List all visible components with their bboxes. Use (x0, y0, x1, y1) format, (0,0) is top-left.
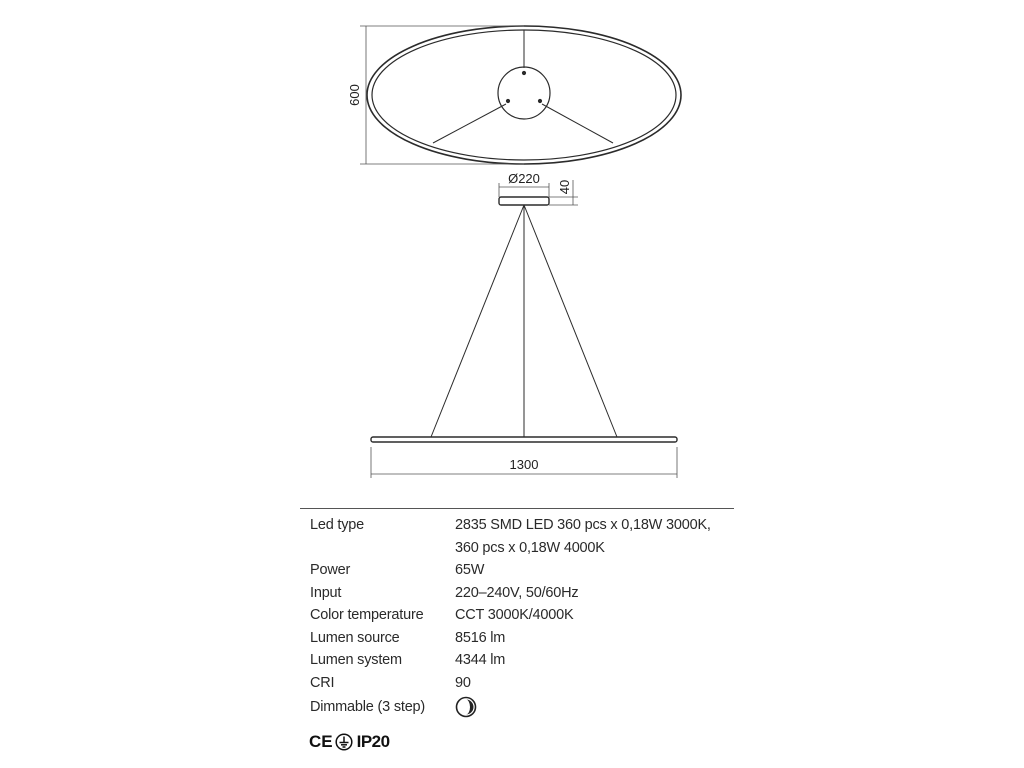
spec-table (310, 514, 740, 721)
spec-value (455, 694, 740, 721)
spec-row-lumen-source (310, 627, 740, 650)
canopy (499, 197, 549, 205)
spec-value (455, 514, 740, 559)
top-cable-2 (433, 104, 506, 143)
spec-label: Power (310, 562, 351, 578)
screw-dot (506, 99, 509, 102)
side-view (371, 197, 677, 442)
spec-value: 220–240V, 50/60Hz (455, 584, 579, 601)
spec-value: 4344 lm (455, 652, 506, 668)
spec-value: 65W (455, 562, 485, 578)
screw-dot (538, 99, 541, 102)
earth-ground-icon (335, 733, 353, 751)
spec-label: Lumen system (310, 652, 402, 668)
ce-mark-icon: CE (309, 732, 333, 751)
spec-row-color-temperature (310, 604, 740, 627)
canopy-height-label: 40 (557, 179, 572, 195)
spec-value: CCT 3000K/4000K (455, 607, 574, 623)
screw-dot (522, 71, 525, 74)
spec-label: CRI (310, 674, 335, 691)
top-view (367, 26, 681, 164)
suspension-cable (524, 205, 617, 437)
spec-label: Dimmable (3 step) (310, 699, 426, 715)
spec-row-input (310, 582, 740, 605)
ip-rating-badge: IP20 (356, 732, 390, 751)
ring-side (371, 437, 677, 442)
dimmer-icon (455, 696, 477, 718)
height-label: 600 (347, 84, 362, 106)
spec-value-line: 360 pcs x 0,18W 4000K (455, 539, 605, 556)
spec-label: Color temperature (310, 607, 424, 623)
spec-row-cri (310, 672, 740, 695)
spec-row-led-type (310, 514, 740, 559)
spec-value: 90 (455, 674, 471, 691)
spec-label: Input (310, 584, 342, 601)
spec-label: Led type (310, 517, 365, 533)
suspension-cable (431, 205, 524, 437)
length-label: 1300 (509, 457, 539, 472)
spec-label: Lumen source (310, 629, 400, 646)
top-cable-3 (542, 104, 613, 143)
canopy-diameter-label: Ø220 (508, 171, 540, 186)
spec-row-dimmable (310, 694, 740, 721)
spec-divider (300, 508, 734, 509)
height-dimension (360, 26, 524, 164)
spec-row-lumen-system (310, 649, 740, 672)
certifications (309, 731, 390, 753)
spec-value-line: 2835 SMD LED 360 pcs x 0,18W 3000K, (455, 517, 711, 533)
spec-value: 8516 lm (455, 629, 506, 646)
spec-row-power (310, 559, 740, 582)
